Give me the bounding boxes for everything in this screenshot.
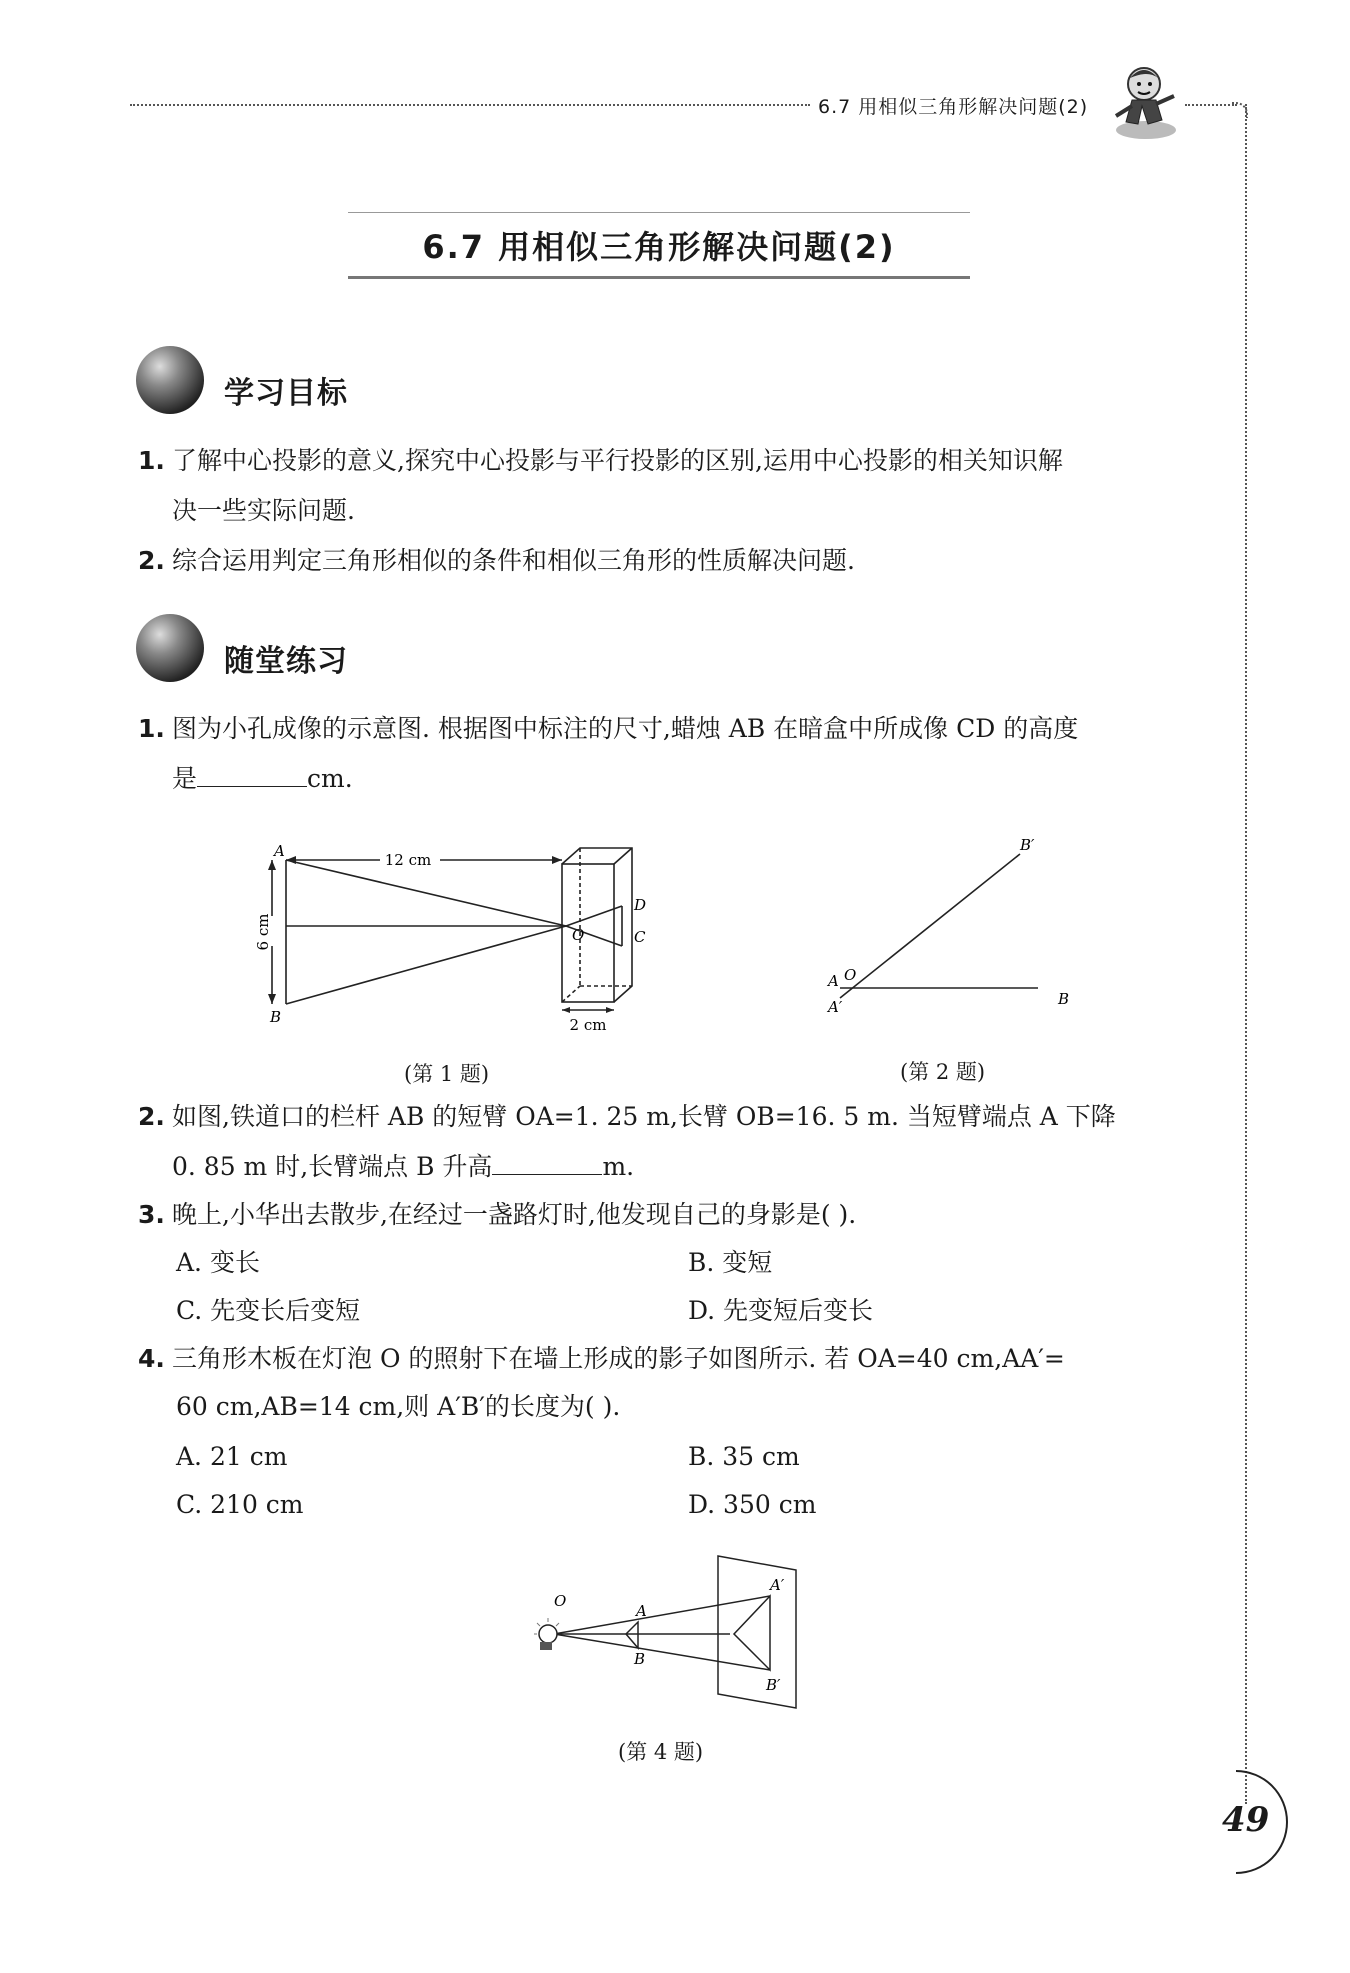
title-rule-bottom — [348, 276, 970, 279]
objective-1 — [138, 444, 1188, 478]
figure-1-caption: (第 1 题) — [404, 1062, 490, 1086]
q4-option-b[interactable]: B. 35 cm — [688, 1442, 800, 1471]
figure-4-shadow-diagram — [530, 1552, 820, 1712]
q3-option-c[interactable]: C. 先变长后变短 — [176, 1296, 361, 1325]
question-1-line1: 图为小孔成像的示意图. 根据图中标注的尺寸,蜡烛 AB 在暗盒中所成像 CD 的高度 — [172, 714, 1079, 743]
running-title: 6.7 用相似三角形解决问题(2) — [818, 96, 1089, 118]
objectives-heading: 学习目标 — [224, 376, 348, 411]
sphere-icon — [136, 346, 204, 414]
question-2-line2 — [172, 1150, 1192, 1184]
question-2-line1: 如图,铁道口的栏杆 AB 的短臂 OA=1. 25 m,长臂 OB=16. 5 m. 当短臂端点 A 下降 — [172, 1102, 1116, 1131]
fig2-label-A: A — [828, 972, 839, 990]
q4-option-d[interactable]: D. 350 cm — [688, 1490, 817, 1519]
header-dotted-rule-right — [1185, 104, 1237, 106]
answer-blank-2[interactable] — [492, 1150, 602, 1175]
q3-option-a[interactable]: A. 变长 — [176, 1248, 260, 1277]
fig4-label-O: O — [554, 1592, 567, 1610]
objective-2-num: 2. — [138, 546, 165, 575]
figure-1-pinhole-diagram — [250, 836, 660, 1036]
objective-1-line2: 决一些实际问题. — [172, 496, 355, 525]
question-2-prefix: 0. 85 m 时,长臂端点 B 升高 — [172, 1152, 493, 1181]
mascot-icon — [1108, 62, 1184, 146]
fig4-label-B-prime: B′ — [766, 1676, 781, 1694]
q4-option-c[interactable]: C. 210 cm — [176, 1490, 304, 1519]
fig2-label-A-prime: A′ — [828, 998, 843, 1016]
question-3 — [138, 1198, 1188, 1232]
page-border-right — [1245, 104, 1247, 1804]
title-rule-top — [348, 212, 970, 213]
fig1-dim-top: 12 cm — [384, 851, 432, 869]
fig2-label-B-prime: B′ — [1020, 836, 1035, 854]
question-2-num: 2. — [138, 1102, 165, 1131]
answer-blank-1[interactable] — [197, 762, 307, 787]
fig1-label-O: O — [572, 926, 585, 944]
figure-4-caption: (第 4 题) — [618, 1740, 704, 1764]
fig4-label-A-prime: A′ — [770, 1576, 785, 1594]
fig1-label-B: B — [270, 1008, 282, 1026]
light-bulb-icon — [534, 1618, 559, 1650]
question-4-line2: 60 cm,AB=14 cm,则 A′B′的长度为( ). — [176, 1392, 621, 1421]
question-1-prefix: 是 — [172, 764, 198, 793]
fig1-dim-left: 6 cm — [254, 913, 272, 951]
fig1-label-C: C — [634, 928, 646, 946]
objective-2 — [138, 544, 1188, 578]
objective-2-line1: 综合运用判定三角形相似的条件和相似三角形的性质解决问题. — [172, 546, 855, 575]
fig4-label-B: B — [634, 1650, 646, 1668]
question-4-num: 4. — [138, 1344, 165, 1373]
question-1-unit: cm. — [307, 764, 353, 793]
figure-2-railroad-gate — [820, 830, 1080, 1030]
fig2-label-O: O — [844, 966, 857, 984]
lesson-title: 6.7 用相似三角形解决问题(2) — [422, 228, 896, 266]
question-2 — [138, 1100, 1188, 1134]
fig1-dim-bottom: 2 cm — [569, 1016, 607, 1034]
lesson-title-box — [348, 212, 970, 280]
fig1-label-A: A — [274, 842, 285, 860]
fig1-label-D: D — [634, 896, 647, 914]
globe-icon — [136, 614, 204, 682]
question-1 — [138, 712, 1188, 746]
question-4 — [138, 1342, 1188, 1376]
header-dotted-rule — [130, 104, 810, 106]
objective-1-num: 1. — [138, 446, 165, 475]
question-1-num: 1. — [138, 714, 165, 743]
page-number: 49 — [1222, 1800, 1270, 1840]
question-4-line1: 三角形木板在灯泡 O 的照射下在墙上形成的影子如图所示. 若 OA=40 cm,AA′= — [172, 1344, 1065, 1373]
question-1-line2 — [172, 762, 1192, 796]
fig4-label-A: A — [636, 1602, 647, 1620]
practice-heading: 随堂练习 — [224, 644, 348, 679]
q4-option-a[interactable]: A. 21 cm — [176, 1442, 288, 1471]
fig2-label-B: B — [1058, 990, 1070, 1008]
question-2-unit: m. — [602, 1152, 635, 1181]
question-3-text: 晚上,小华出去散步,在经过一盏路灯时,他发现自己的身影是( ). — [172, 1200, 857, 1229]
q3-option-b[interactable]: B. 变短 — [688, 1248, 773, 1277]
objective-1-line1: 了解中心投影的意义,探究中心投影与平行投影的区别,运用中心投影的相关知识解 — [172, 446, 1063, 475]
figure-2-caption: (第 2 题) — [900, 1060, 986, 1084]
q3-option-d[interactable]: D. 先变短后变长 — [688, 1296, 874, 1325]
question-3-num: 3. — [138, 1200, 165, 1229]
